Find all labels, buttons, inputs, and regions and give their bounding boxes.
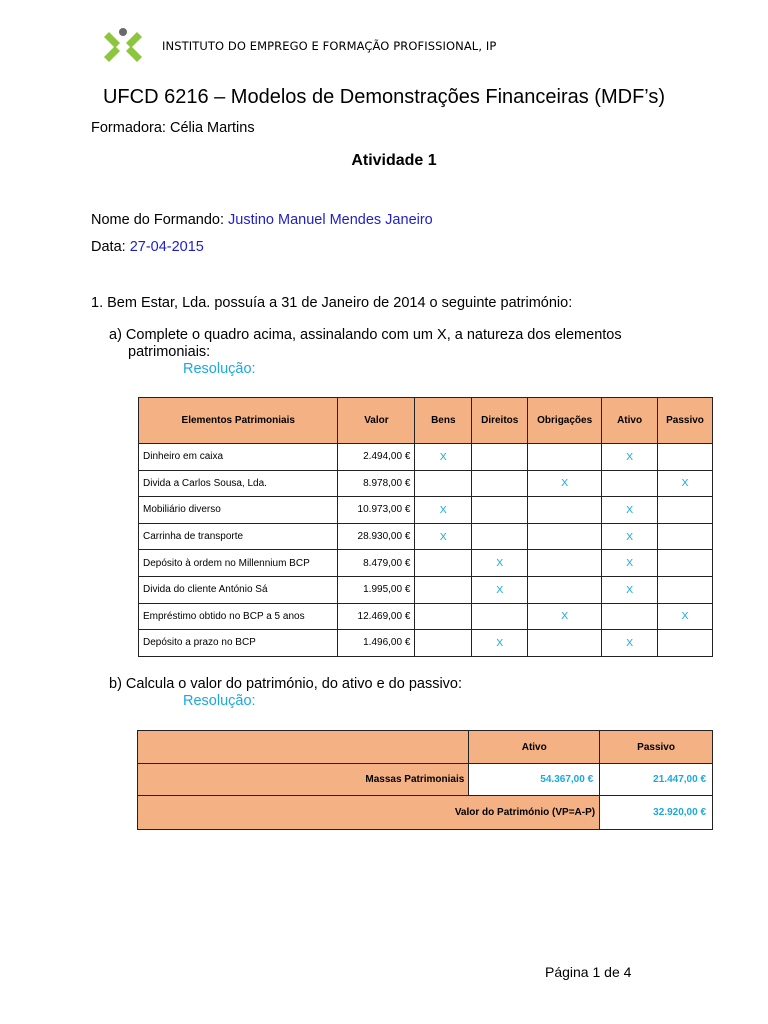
table-header-row (139, 398, 713, 444)
cell-bens (415, 576, 472, 603)
table-row (139, 497, 713, 524)
patrimony-table (138, 397, 713, 657)
table-row (139, 576, 713, 603)
cell-direitos: X (472, 576, 528, 603)
summary-header-row (138, 731, 713, 764)
table-row (139, 630, 713, 657)
table-row (139, 603, 713, 630)
cell-valor: 1.995,00 € (338, 576, 415, 603)
col-header-obrigacoes: Obrigações (528, 398, 602, 444)
col-header-ativo: Ativo (602, 398, 658, 444)
cell-ativo (602, 603, 658, 630)
date-label: Data: (91, 239, 130, 255)
cell-ativo: X (602, 444, 658, 471)
cell-ativo: X (602, 576, 658, 603)
cell-passivo (658, 497, 713, 524)
cell-valor: 1.496,00 € (338, 630, 415, 657)
cell-item: Depósito a prazo no BCP (139, 630, 338, 657)
summary-col-ativo: Ativo (469, 731, 600, 764)
cell-item: Empréstimo obtido no BCP a 5 anos (139, 603, 338, 630)
cell-direitos: X (472, 550, 528, 577)
cell-direitos (472, 497, 528, 524)
cell-obrigacoes (528, 523, 602, 550)
cell-passivo (658, 576, 713, 603)
table-row (139, 523, 713, 550)
question-a-line2: patrimoniais: (128, 344, 211, 360)
massas-label: Massas Patrimoniais (138, 764, 469, 796)
student-name-label: Nome do Formando: (91, 212, 229, 228)
col-header-bens: Bens (415, 398, 472, 444)
summary-empty-cell (138, 731, 469, 764)
summary-row-massas (138, 764, 713, 796)
cell-valor: 10.973,00 € (338, 497, 415, 524)
cell-obrigacoes (528, 550, 602, 577)
table-row (139, 550, 713, 577)
summary-col-passivo: Passivo (600, 731, 713, 764)
col-header-passivo: Passivo (658, 398, 713, 444)
activity-title: Atividade 1 (351, 152, 437, 169)
iefp-logo-icon (100, 26, 146, 66)
vp-value: 32.920,00 € (600, 796, 713, 830)
vp-label: Valor do Património (VP=A-P) (138, 796, 600, 830)
question-b: b) Calcula o valor do património, do ativo e do passivo: (109, 676, 463, 692)
col-header-elementos: Elementos Patrimoniais (139, 398, 338, 444)
cell-obrigacoes (528, 444, 602, 471)
cell-obrigacoes (528, 576, 602, 603)
cell-ativo: X (602, 630, 658, 657)
resolution-label-b: Resolução: (183, 693, 256, 709)
date-line (91, 239, 204, 255)
cell-bens: X (415, 523, 472, 550)
cell-ativo (602, 470, 658, 497)
cell-ativo: X (602, 497, 658, 524)
cell-bens (415, 603, 472, 630)
col-header-valor: Valor (338, 398, 415, 444)
date-value: 27-04-2015 (129, 239, 204, 255)
cell-obrigacoes: X (528, 603, 602, 630)
page-number: Página 1 de 4 (545, 964, 632, 980)
cell-ativo: X (602, 550, 658, 577)
cell-bens: X (415, 444, 472, 471)
question-a-line1: a) Complete o quadro acima, assinalando com um X, a natureza dos elementos (109, 327, 622, 343)
table-row (139, 444, 713, 471)
page-header (100, 26, 496, 66)
cell-direitos (472, 470, 528, 497)
cell-passivo (658, 630, 713, 657)
massas-passivo-value: 21.447,00 € (600, 764, 713, 796)
cell-bens (415, 470, 472, 497)
cell-obrigacoes: X (528, 470, 602, 497)
cell-valor: 8.978,00 € (338, 470, 415, 497)
cell-item: Mobiliário diverso (139, 497, 338, 524)
cell-item: Divida do cliente António Sá (139, 576, 338, 603)
cell-item: Depósito à ordem no Millennium BCP (139, 550, 338, 577)
trainer-line: Formadora: Célia Martins (91, 120, 255, 136)
cell-valor: 12.469,00 € (338, 603, 415, 630)
col-header-direitos: Direitos (472, 398, 528, 444)
resolution-label-a: Resolução: (183, 361, 256, 377)
cell-valor: 8.479,00 € (338, 550, 415, 577)
summary-table (137, 730, 713, 830)
cell-passivo (658, 444, 713, 471)
cell-passivo: X (658, 470, 713, 497)
cell-item: Dinheiro em caixa (139, 444, 338, 471)
cell-bens (415, 550, 472, 577)
cell-passivo: X (658, 603, 713, 630)
cell-obrigacoes (528, 497, 602, 524)
table-row (139, 470, 713, 497)
institution-name: INSTITUTO DO EMPREGO E FORMAÇÃO PROFISSIONAL, IP (162, 39, 497, 53)
cell-item: Divida a Carlos Sousa, Lda. (139, 470, 338, 497)
cell-passivo (658, 523, 713, 550)
cell-passivo (658, 550, 713, 577)
summary-row-vp (138, 796, 713, 830)
document-title: UFCD 6216 – Modelos de Demonstrações Financeiras (MDF’s) (102, 86, 666, 108)
cell-item: Carrinha de transporte (139, 523, 338, 550)
cell-bens: X (415, 497, 472, 524)
student-name-value: Justino Manuel Mendes Janeiro (228, 212, 433, 228)
cell-direitos (472, 444, 528, 471)
cell-bens (415, 630, 472, 657)
cell-direitos (472, 523, 528, 550)
cell-valor: 28.930,00 € (338, 523, 415, 550)
cell-direitos (472, 603, 528, 630)
cell-direitos: X (472, 630, 528, 657)
massas-ativo-value: 54.367,00 € (469, 764, 600, 796)
cell-obrigacoes (528, 630, 602, 657)
student-name-line (91, 212, 433, 228)
cell-ativo: X (602, 523, 658, 550)
cell-valor: 2.494,00 € (338, 444, 415, 471)
question-1: 1. Bem Estar, Lda. possuía a 31 de Janeiro de 2014 o seguinte património: (91, 295, 573, 311)
